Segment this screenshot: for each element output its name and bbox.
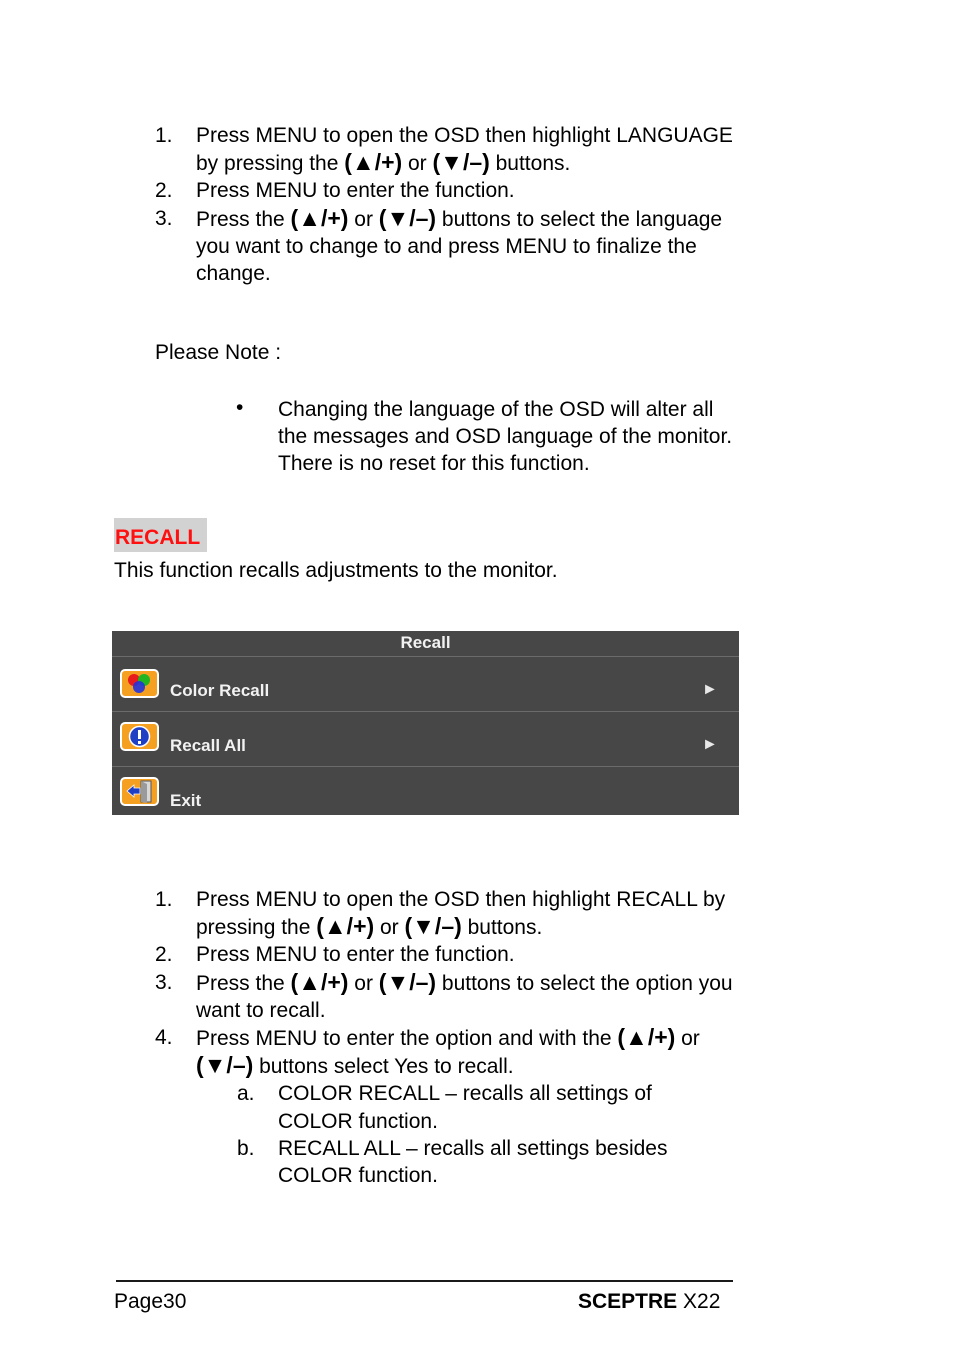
down-minus-key: (▼/–) <box>196 1052 254 1079</box>
osd-item-label: Recall All <box>170 736 246 755</box>
footer-brand <box>578 1290 720 1314</box>
down-minus-key: (▼/–) <box>378 204 437 231</box>
osd-item-label: Color Recall <box>170 681 270 700</box>
section-intro: This function recalls adjustments to the monitor. <box>114 559 558 582</box>
recall-steps-list <box>155 886 755 1189</box>
down-minus-key: (▼/–) <box>404 913 462 940</box>
osd-item-exit[interactable] <box>112 767 739 815</box>
language-steps-list <box>155 122 755 287</box>
chevron-right-icon: ► <box>702 681 718 698</box>
osd-recall-menu <box>112 631 739 815</box>
list-item: 3. Press the (▲/+) or (▼/–) buttons to select the language you want to change to and press MENU to finalize the change. <box>155 204 723 286</box>
page-number: Page30 <box>114 1290 187 1313</box>
bullet-icon: • <box>236 396 244 419</box>
osd-title: Recall <box>112 631 739 657</box>
list-item: 1. Press MENU to open the OSD then highlight RECALL by pressing the (▲/+) or (▼/–) buttons. <box>155 888 726 940</box>
osd-item-recall-all[interactable] <box>112 712 739 767</box>
up-plus-key: (▲/+) <box>344 149 403 176</box>
up-plus-key: (▲/+) <box>290 204 349 231</box>
up-plus-key: (▲/+) <box>316 913 375 940</box>
down-minus-key: (▼/–) <box>378 968 437 995</box>
list-item: b. RECALL ALL – recalls all settings besides COLOR function. <box>237 1136 668 1188</box>
list-item: 3. Press the (▲/+) or (▼/–) buttons to select the option you want to recall. <box>155 968 733 1022</box>
osd-item-label: Exit <box>170 791 202 810</box>
section-heading: RECALL <box>114 518 207 552</box>
list-item: 1. Press MENU to open the OSD then highlight LANGUAGE by pressing the (▲/+) or (▼/–) buttons. <box>155 124 733 176</box>
list-item: 2. Press MENU to enter the function. <box>155 179 515 203</box>
exclamation-icon <box>120 722 159 751</box>
list-item: a. COLOR RECALL – recalls all settings of COLOR function. <box>237 1082 652 1133</box>
note-label: Please Note : <box>155 341 282 364</box>
list-item: 4. Press MENU to enter the option and with the (▲/+) or (▼/–) buttons select Yes to recall. <box>155 1024 700 1079</box>
note-text: Changing the language of the OSD will alter all the messages and OSD language of the monitor. There is no reset for this function. <box>278 398 733 476</box>
model-name: X22 <box>683 1290 721 1313</box>
up-plus-key: (▲/+) <box>617 1024 676 1051</box>
brand-name: SCEPTRE <box>578 1290 678 1313</box>
list-item: 2. Press MENU to enter the function. <box>155 943 515 967</box>
rgb-circles-icon <box>120 669 159 698</box>
exit-door-icon <box>120 777 159 806</box>
chevron-right-icon: ► <box>702 736 718 753</box>
footer-rule <box>116 1280 733 1282</box>
osd-item-color-recall[interactable] <box>112 657 739 712</box>
up-plus-key: (▲/+) <box>290 968 349 995</box>
down-minus-key: (▼/–) <box>432 149 490 176</box>
